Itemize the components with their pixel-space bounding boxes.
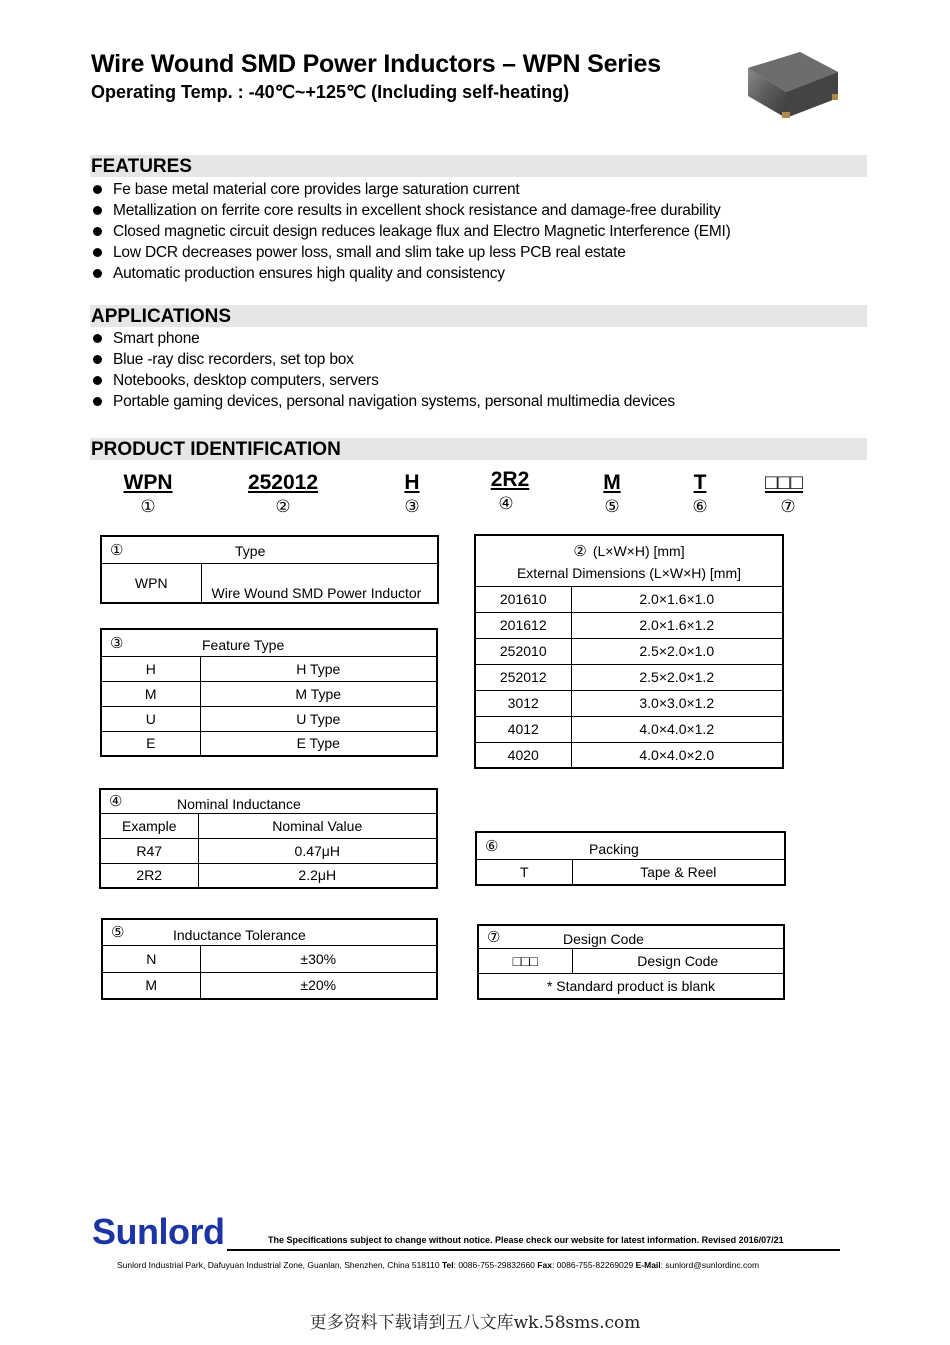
inductance-code-cell: R47 [100,838,198,863]
inductance-table-header [100,789,437,813]
type-table [100,535,439,604]
packing-table-title: Packing [589,841,639,857]
inductance-table-num: ④ [109,793,123,811]
code-feature-num: ③ [404,497,420,516]
dimensions-table-num: ② [573,542,587,560]
tolerance-table-num: ⑤ [111,924,125,942]
feature-item: Low DCR decreases power loss, small and slim take up less PCB real estate [91,242,731,263]
feature-item: Automatic production ensures high quality and consistency [91,263,731,284]
feature-code-cell: M [101,681,200,706]
dimension-code-cell: 252012 [475,664,571,690]
code-inductance-num: ④ [498,494,514,513]
design-note-cell: * Standard product is blank [478,973,784,999]
footer-address-line [117,1260,759,1270]
dimension-code-cell: 4012 [475,716,571,742]
dimension-value-cell: 4.0×4.0×1.2 [571,716,783,742]
operating-temp-subtitle: Operating Temp. : -40℃~+125℃ (Including self-heating) [91,82,570,102]
inductance-col-value: Nominal Value [198,813,437,838]
feature-desc-cell: U Type [200,706,437,731]
code-dimension: 252012 [247,471,319,494]
dimensions-table-header [475,535,783,561]
dimensions-table [474,534,784,769]
packing-table [475,831,786,886]
type-table-num: ① [110,541,124,559]
packing-code-cell: T [476,859,572,885]
application-item: Portable gaming devices, personal navigation systems, personal multimedia devices [91,391,675,412]
code-dimension-num: ② [275,497,291,516]
code-inductance: 2R2 [490,468,530,491]
dimension-value-cell: 4.0×4.0×2.0 [571,742,783,768]
features-list [91,179,731,284]
feature-item: Closed magnetic circuit design reduces leakage flux and Electro Magnetic Interference (EMI) [91,221,731,242]
tolerance-value-cell: ±30% [200,945,437,972]
footer-disclaimer: The Specifications subject to change without notice. Please check our website for latest information. Revised 2016/07/21 [268,1235,784,1245]
dimension-code-cell: 3012 [475,690,571,716]
tolerance-code-cell: N [102,945,200,972]
packing-table-header [476,832,785,859]
feature-type-table [100,628,438,757]
design-table-num: ⑦ [487,928,501,946]
feature-item: Fe base metal material core provides large saturation current [91,179,731,200]
code-packing-num: ⑥ [692,497,708,516]
identification-section-bar [90,438,867,460]
feature-item: Metallization on ferrite core results in excellent shock resistance and damage-free durability [91,200,731,221]
feature-desc-cell: H Type [200,656,437,681]
tolerance-code-cell: M [102,972,200,999]
inductance-code-cell: 2R2 [100,863,198,888]
applications-heading: APPLICATIONS [91,306,232,327]
application-item: Smart phone [91,328,675,349]
dimension-code-cell: 201612 [475,612,571,638]
feature-table-title: Feature Type [202,637,285,653]
dimensions-table-title: (L×W×H) [mm] [592,542,685,559]
page-title: Wire Wound SMD Power Inductors – WPN Series [91,50,661,78]
footer-address: Sunlord Industrial Park, Dafuyuan Industrial Zone, Guanlan, Shenzhen, China 518110 [117,1260,440,1270]
feature-code-cell: H [101,656,200,681]
dimensions-table-subtitle: External Dimensions (L×W×H) [mm] [475,561,783,586]
dimension-value-cell: 2.0×1.6×1.0 [571,586,783,612]
inductance-table-title: Nominal Inductance [177,796,301,812]
features-heading: FEATURES [91,156,192,177]
code-design: □□□ [764,471,804,494]
feature-code-cell: U [101,706,200,731]
feature-table-num: ③ [110,634,124,652]
footer-divider [227,1249,840,1251]
type-desc-cell: Wire Wound SMD Power Inductor [201,563,438,603]
tolerance-value-cell: ±20% [200,972,437,999]
inductor-product-image [738,40,848,126]
applications-list [91,328,675,412]
application-item: Notebooks, desktop computers, servers [91,370,675,391]
footer-tel: : 0086-755-29832660 [453,1260,535,1270]
feature-code-cell: E [101,731,200,756]
footer-email[interactable]: : sunlord@sunlordinc.com [660,1260,760,1270]
features-section-bar [90,155,867,177]
tolerance-table-header [102,919,437,945]
design-desc-cell: Design Code [572,948,784,973]
dimension-value-cell: 2.5×2.0×1.2 [571,664,783,690]
design-table-header [478,925,784,948]
design-code-cell: □□□ [478,948,572,973]
dimension-value-cell: 2.5×2.0×1.0 [571,638,783,664]
identification-heading: PRODUCT IDENTIFICATION [91,439,341,460]
design-table-title: Design Code [563,931,644,947]
application-item: Blue -ray disc recorders, set top box [91,349,675,370]
packing-desc-cell: Tape & Reel [572,859,785,885]
type-table-header [101,536,438,563]
code-packing: T [693,471,707,494]
inductance-value-cell: 2.2μH [198,863,437,888]
footer-email-label: E-Mail [635,1260,661,1270]
sunlord-logo: Sunlord [92,1211,225,1252]
code-series: WPN [123,471,173,494]
dimension-code-cell: 201610 [475,586,571,612]
feature-desc-cell: M Type [200,681,437,706]
applications-section-bar [90,305,867,327]
inductance-value-cell: 0.47μH [198,838,437,863]
footer-tel-label: Tel [441,1260,454,1270]
footer-fax-label: Fax [537,1260,552,1270]
dimension-code-cell: 252010 [475,638,571,664]
watermark-text: 更多资料下载请到五八文库wk.58sms.com [309,1313,641,1333]
type-code-cell: WPN [101,563,201,603]
code-tolerance: M [603,471,621,494]
code-design-num: ⑦ [780,497,796,516]
code-series-num: ① [140,497,156,516]
feature-desc-cell: E Type [200,731,437,756]
code-tolerance-num: ⑤ [604,497,620,516]
footer-fax: : 0086-755-82269029 [551,1260,634,1270]
design-code-table [477,924,785,1000]
dimension-value-cell: 3.0×3.0×1.2 [571,690,783,716]
code-feature: H [404,471,420,494]
tolerance-table [101,918,438,1000]
dimension-code-cell: 4020 [475,742,571,768]
dimension-value-cell: 2.0×1.6×1.2 [571,612,783,638]
feature-table-header [101,629,437,656]
packing-table-num: ⑥ [485,837,499,855]
type-table-title: Type [235,543,266,559]
inductance-col-example: Example [100,813,198,838]
tolerance-table-title: Inductance Tolerance [173,927,306,943]
inductance-table [99,788,438,889]
